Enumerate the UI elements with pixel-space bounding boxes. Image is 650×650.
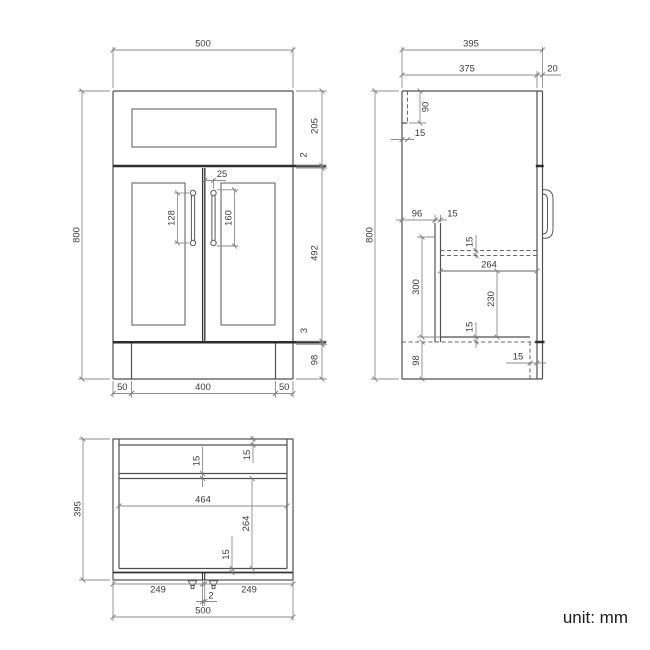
dim-side-runner-offset: 96 [411,207,423,219]
dim-side-plinth-height: 98 [410,355,421,366]
dim-front-drawer-door-gap: 2 [297,152,309,158]
dim-side-bottom-thickness: 15 [463,321,475,333]
left-door-handle [190,190,195,245]
dim-side-rail-height: 90 [419,101,431,113]
dim-front-overall-height: 800 [70,227,82,243]
dim-front-plinth-inset-right: 50 [278,381,290,392]
dim-front-handle-offset: 25 [216,168,228,179]
dim-side-overall-height: 800 [363,227,375,243]
dim-side-worktop-thickness: 15 [463,236,475,248]
dim-top-overall-width: 500 [195,604,211,616]
dim-front-door-height: 492 [308,245,320,261]
dim-front-drawer-height: 205 [308,118,320,134]
dim-side-plinth-setback: 15 [512,350,524,362]
dim-front-plinth-height: 98 [308,354,320,366]
dim-side-overall-depth: 395 [463,37,479,49]
dim-side-door-thickness: 20 [547,62,558,74]
dim-top-inner-depth: 264 [240,515,251,532]
dim-side-carcass-depth: 375 [459,62,475,74]
dim-front-door-bottom-gap: 3 [298,327,309,334]
dim-side-runner-thickness: 15 [447,207,458,219]
dim-side-shelf-depth: 264 [481,258,497,270]
dim-top-overall-depth: 395 [71,501,83,517]
right-door-handle [211,190,216,245]
dim-front-handle-holes: 128 [165,210,177,226]
dim-front-handle-length: 160 [222,210,234,226]
dim-top-rail-thickness: 15 [190,455,202,467]
dim-top-inner-width: 464 [195,493,211,505]
dim-front-plinth-inset-left: 50 [117,381,128,392]
dim-top-back-thickness: 15 [241,449,252,461]
dim-top-door-left-width: 249 [150,583,166,595]
dim-front-plinth-width: 400 [195,381,211,392]
dim-top-front-thickness: 15 [220,549,231,560]
dim-top-door-right-width: 249 [241,583,257,595]
unit-label: unit: mm [562,608,628,627]
dim-front-overall-width: 500 [195,37,211,49]
dim-side-shelf-clearance: 230 [485,291,496,307]
dim-side-interior-height: 300 [410,279,421,295]
dim-side-rail-thickness: 15 [414,127,426,138]
dim-top-door-gap: 2 [208,589,214,601]
